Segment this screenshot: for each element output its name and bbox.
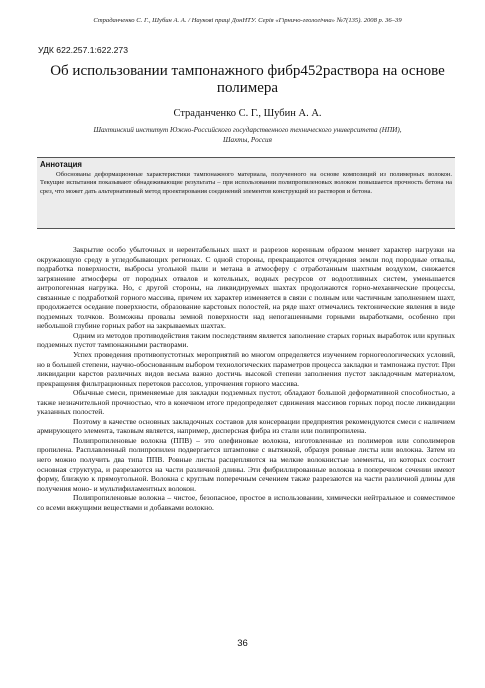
body-paragraph: Успех проведения противопустотных мероприятий во многом определяется изучением горногеологических условий, но в большей степени, научно-обоснованным выбором технологических параметров процесса закладки и тампонажа пустот. При ликвидации карстов различных видов весьма важно достичь высокой степени заполнения пустот закладочным материалом, прекращения фильтрационных перетоков рассолов, упрочнения горного массива.	[37, 350, 455, 388]
article-authors: Страданченко С. Г., Шубин А. А.	[173, 108, 322, 119]
body-paragraph: Одним из методов противодействия таким последствиям является заполнение старых горных выработок или крупных подземных пустот тампонажными растворами.	[37, 330, 455, 350]
body-paragraph: Полипропиленовые волокна – чистое, безопасное, простое в использовании, химически нейтральное и совместимое со всеми вяжущими веществами и добавками волокно.	[37, 493, 455, 512]
running-header: Страданченко С. Г., Шубин А. А. / Наукові праці ДонНТУ. Серія «Гірничо-геологічна» №7(135). 2008 р. 36–39	[93, 17, 402, 24]
affiliation-institute: Шахтинский институт Южно-Российского государственного технического университета (НПИ),	[93, 126, 402, 134]
article-title: Об использовании тампонажного фибр452раствора на основе полимера	[50, 63, 445, 96]
udc-code: УДК 622.257.1:622.273	[38, 45, 128, 55]
abstract-box	[37, 157, 455, 229]
body-paragraph: Полипропиленовые волокна (ППВ) – это олефиновые волокна, изготовленные из полимеров или сополимеров пропилена. Расплавленный полипропилен подвергается штамповке с вытяжкой, образуя ровные листы или волокна. Затем из него можно получить два типа ППВ. Ровные листы расщепляются на мелкие волокнистые элементы, из которых состоит основная структура, и разрезаются на части различной длины. Эти фибриллированные волокна в поперечном сечении имеют форму, близкую к прямоугольной. Волокна с круглым поперечным сечением также разрезаются на части различной длины для получения моно- и мультифиламентных волокон.	[37, 435, 455, 493]
affiliation-city: Шахты, Россия	[223, 136, 272, 144]
article-body	[37, 245, 455, 512]
page-number: 36	[237, 638, 248, 649]
author-affiliation	[40, 125, 455, 145]
body-paragraph: Закрытие особо убыточных и нерентабельных шахт и разрезов коренным образом меняет характер нагрузки на окружающую среду в угледобывающих регионах. С одной стороны, прекращаются отчуждения земли под породные отвалы, подработка поверхности, выбросы угольной пыли и метана в атмосферу с отработанным шахтным воздухом, снижается загрязнение атмосферы от породных отвалов и котельных, водных ресурсов от водоотливных систем, уменьшается антропогенная нагрузка. Но, с другой стороны, на ликвидируемых шахтах продолжаются горно-механические процессы, связанные с подработкой горного массива, причем их характер изменяется в связи с полным или частичным заполнением шахт, продолжается оседание поверхности, образование карстовых полостей, на ряде шахт отмечались тектонические явления в виде подземных толчков. Возможны провалы земной поверхности над непогашенными горными выработками, особенно при небольшой глубине горных работ на закрываемых шахтах.	[37, 245, 455, 331]
abstract-text: Обоснованы деформационные характеристики тампонажного материала, полученного на основе композиций из полимерных волокон. Текущие испытания показывают обнадеживающие результаты – при использовании полипропиленовых волокон повышается прочность бетона на срез, что может дать альтернативный метод проектирования соединений элементов конструкций из растворов и бетона.	[40, 171, 452, 195]
abstract-heading: Аннотация	[40, 160, 82, 169]
body-paragraph: Обычные смеси, применяемые для закладки подземных пустот, обладают большой деформативной способностью, а также незначительной прочностью, что в конечном итоге предопределяет сдвижения массивов горных пород после ликвидации указанных полостей.	[37, 388, 455, 417]
body-paragraph: Поэтому в качестве основных закладочных составов для консервации предприятия рекомендуются смеси с наличием армирующего элемента, таковым является, например, дисперсная фибра из стали или полипропилена.	[37, 416, 455, 436]
